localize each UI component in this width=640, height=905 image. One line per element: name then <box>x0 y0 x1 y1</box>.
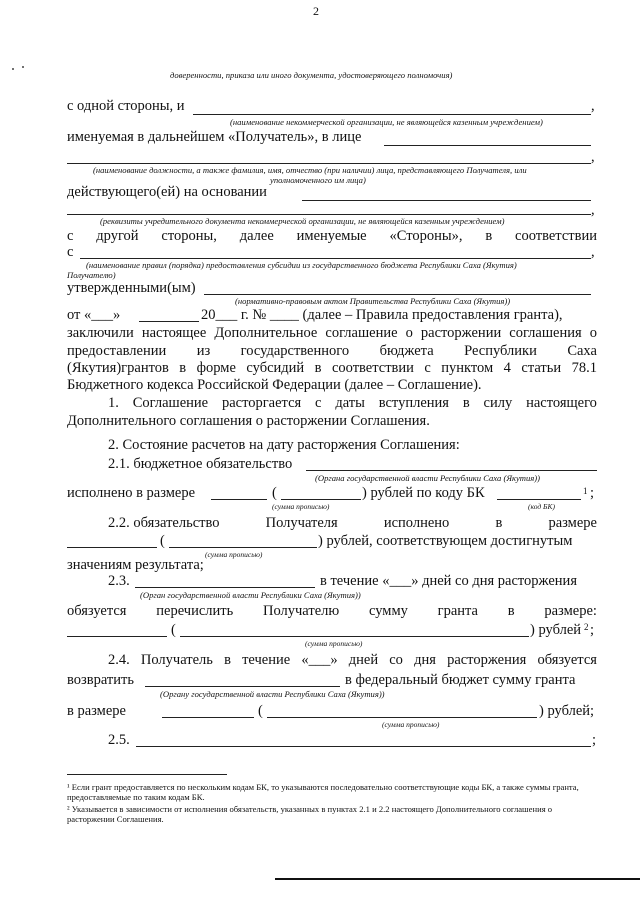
party-prefix: с одной стороны, и <box>67 98 185 114</box>
bottom-edge-line <box>275 878 640 880</box>
item23-caption: (Орган государственной власти Республики Саха (Якутия)) <box>140 590 361 600</box>
para-word: Дополнительное <box>214 325 318 341</box>
rules-caption: (наименование правил (порядка) предоставления субсидии из государственного бюджета Республики Саха (Якутия) <box>86 260 517 270</box>
item24-return: возвратить <box>67 672 134 688</box>
para-line-3 <box>67 360 597 377</box>
item21-caption: (Органа государственной власти Республики Саха (Якутия)) <box>315 473 541 483</box>
scan-speck <box>12 68 14 70</box>
footnote-1: ¹ Если грант предоставляется по нескольким кодам БК, то указываются последовательно соответствующие коды БК, а также суммы гранта, предоставляемые по таким кодам БК. <box>67 782 579 802</box>
item24-word: Получатель <box>140 652 213 668</box>
item24-word: дня <box>414 652 436 668</box>
footnote-ref-1: 1 <box>583 486 588 496</box>
parties-word: именуемые <box>296 228 367 244</box>
item23-word: сумму <box>368 603 408 619</box>
item24-sum-words-line <box>267 717 537 718</box>
item22-word: в <box>495 515 503 531</box>
item24-organ-line <box>145 686 340 687</box>
para-word: пунктом <box>441 360 494 376</box>
parties-word: стороны, <box>161 228 217 244</box>
para-word: в <box>314 360 322 376</box>
item23-sum-line <box>67 636 167 637</box>
date-month-line <box>139 321 199 322</box>
parties-word: «Стороны», <box>389 228 463 244</box>
parties-word: в <box>485 228 493 244</box>
org-name-line <box>193 114 591 115</box>
item24-sum-line <box>162 717 254 718</box>
item24-cap: (сумма прописью) <box>382 720 440 729</box>
item1-word: настоящего <box>526 395 597 411</box>
basis-line <box>302 200 591 201</box>
parties-word: другой <box>96 228 139 244</box>
para-word: соглашение <box>325 325 398 341</box>
item1-word: расторгается <box>221 395 302 411</box>
item24-word: со <box>389 652 403 668</box>
item22-line-3: значениям результата; <box>67 557 204 573</box>
item21-cap-kbk: (код БК) <box>528 502 555 511</box>
date-year: 20___ г. № ____ (далее – Правила предоставления гранта), <box>201 307 563 323</box>
para-word: соглашения <box>509 325 582 341</box>
para-word: Саха <box>567 343 597 359</box>
para-word: настоящее <box>141 325 207 341</box>
footnote-2: ² Указывается в зависимости от исполнения обязательств, указанных в пунктах 2.1 и 2.2 настоящего Дополнительного соглашения о расторжении Соглашения. <box>67 804 553 824</box>
item22-sum-line <box>67 547 157 548</box>
para-last: Бюджетного кодекса Российской Федерации (далее – Соглашение). <box>67 377 482 393</box>
para-word: бюджета <box>379 343 434 359</box>
item22-cap: (сумма прописью) <box>205 550 263 559</box>
para-word: Республики <box>464 343 537 359</box>
representative-line <box>384 145 591 146</box>
item24-caption: (Органу государственной власти Республики Саха (Якутия)) <box>160 689 385 699</box>
para-word: форме <box>196 360 236 376</box>
item23-word: обязуется <box>67 603 127 619</box>
item23-num: 2.3. <box>108 573 130 589</box>
item1-word: вступления <box>378 395 449 411</box>
item22-word: 2.2. обязательство <box>108 515 220 531</box>
item22-sum-words-line <box>169 547 317 548</box>
para-line-2 <box>67 343 597 360</box>
parties-word: далее <box>239 228 274 244</box>
item24-word: «___» <box>301 652 338 668</box>
item1-word: даты <box>335 395 365 411</box>
para-line-1 <box>67 325 597 342</box>
item23-word: гранта <box>437 603 478 619</box>
para-word: (Якутия)грантов <box>67 360 169 376</box>
item21-text: 2.1. бюджетное обязательство <box>108 456 293 472</box>
item21-kbk-line <box>497 499 581 500</box>
item21-kbk-text: ) рублей по коду БК <box>362 485 485 501</box>
item22-word: Получателя <box>265 515 338 531</box>
item21-line2: исполнено в размере <box>67 485 196 501</box>
item1-line-1 <box>108 395 597 412</box>
para-word: 4 <box>503 360 511 376</box>
para-word: расторжении <box>420 325 502 341</box>
scan-speck <box>22 66 24 68</box>
item23-organ-line <box>135 587 315 588</box>
rules-caption-2: Получателю) <box>67 270 116 280</box>
representative-caption: (наименование должности, а также фамилия, имя, отчество (при наличии) лица, представляющего Получателя, или <box>93 165 527 175</box>
item24-word: течение <box>242 652 291 668</box>
para-word: соответствии <box>331 360 414 376</box>
para-word: с <box>424 360 431 376</box>
footnote-separator <box>67 774 227 775</box>
item23-sum-words-line <box>180 636 529 637</box>
footnote-ref-2: 2 <box>584 622 589 632</box>
basis-line-2 <box>67 214 591 215</box>
para-word: в <box>179 360 187 376</box>
item25-num: 2.5. <box>108 732 130 748</box>
item1-word: в <box>462 395 470 411</box>
item24-word: 2.4. <box>108 652 130 668</box>
item24-fed: в федеральный бюджет сумму гранта <box>345 672 576 688</box>
item23-word: перечислить <box>156 603 234 619</box>
item21-cap-sum: (сумма прописью) <box>272 502 330 511</box>
item2-heading: 2. Состояние расчетов на дату расторжения Соглашения: <box>108 437 460 453</box>
item24-line-1 <box>108 652 597 669</box>
approved-line <box>204 294 591 295</box>
item23-word: размере: <box>544 603 597 619</box>
item23-text: в течение «___» дней со дня расторжения <box>320 573 577 589</box>
para-word: предоставлении <box>67 343 167 359</box>
item24-word: дней <box>348 652 379 668</box>
item1-word: Соглашение <box>132 395 209 411</box>
para-word: из <box>196 343 211 359</box>
item22-line-2: ) рублей, соответствующем достигнутым <box>318 533 573 549</box>
org-name-caption: (наименование некоммерческой организации, не являющейся казенным учреждением) <box>230 117 543 127</box>
item23-cap: (сумма прописью) <box>305 639 363 648</box>
c-letter: с <box>67 244 74 260</box>
item21-sum-words-line <box>281 499 361 500</box>
basis-label: действующего(ей) на основании <box>67 184 267 200</box>
item24-word: в <box>224 652 231 668</box>
rules-line <box>80 258 591 259</box>
item23-word: Получателю <box>262 603 340 619</box>
item1-word: с <box>315 395 322 411</box>
item1-line-2: Дополнительного соглашения о расторжении Соглашения. <box>67 413 430 429</box>
parties-line <box>67 228 597 245</box>
para-word: заключили <box>67 325 134 341</box>
para-word: о <box>589 325 597 341</box>
item21-sum-line <box>211 499 267 500</box>
representative-caption-2: уполномоченного им лица) <box>270 175 366 185</box>
item22-word: исполнено <box>383 515 450 531</box>
approved-caption: (нормативно-правовым актом Правительства Республики Саха (Якутия)) <box>235 296 511 306</box>
approved-label: утвержденными(ым) <box>67 280 196 296</box>
item23-line-2 <box>67 603 597 620</box>
parties-word: с <box>67 228 74 244</box>
item23-word: в <box>507 603 515 619</box>
para-word: субсидий <box>246 360 305 376</box>
para-word: о <box>405 325 413 341</box>
page-number: 2 <box>313 4 319 18</box>
item24-word: обязуется <box>537 652 597 668</box>
caption-top: доверенности, приказа или иного документа, удостоверяющего полномочия) <box>170 70 453 80</box>
parties-word: соответствии <box>515 228 597 244</box>
recipient-line: именуемая в дальнейшем «Получатель», в лице <box>67 129 362 145</box>
item25-line <box>136 746 591 747</box>
para-word: статьи <box>521 360 562 376</box>
item21-organ-line <box>306 470 597 471</box>
item24-size: в размере <box>67 703 126 719</box>
item22-line-1 <box>108 515 597 532</box>
basis-caption: (реквизиты учредительного документа некоммерческой организации, не являющейся казенным учреждением) <box>100 216 505 226</box>
item1-word: 1. <box>108 395 119 411</box>
item24-word: расторжения <box>447 652 527 668</box>
date-ot: от «___» <box>67 307 121 323</box>
para-word: государственного <box>240 343 350 359</box>
item22-word: размере <box>548 515 597 531</box>
representative-line-2 <box>67 163 591 164</box>
para-word: 78.1 <box>571 360 597 376</box>
item1-word: силу <box>483 395 513 411</box>
